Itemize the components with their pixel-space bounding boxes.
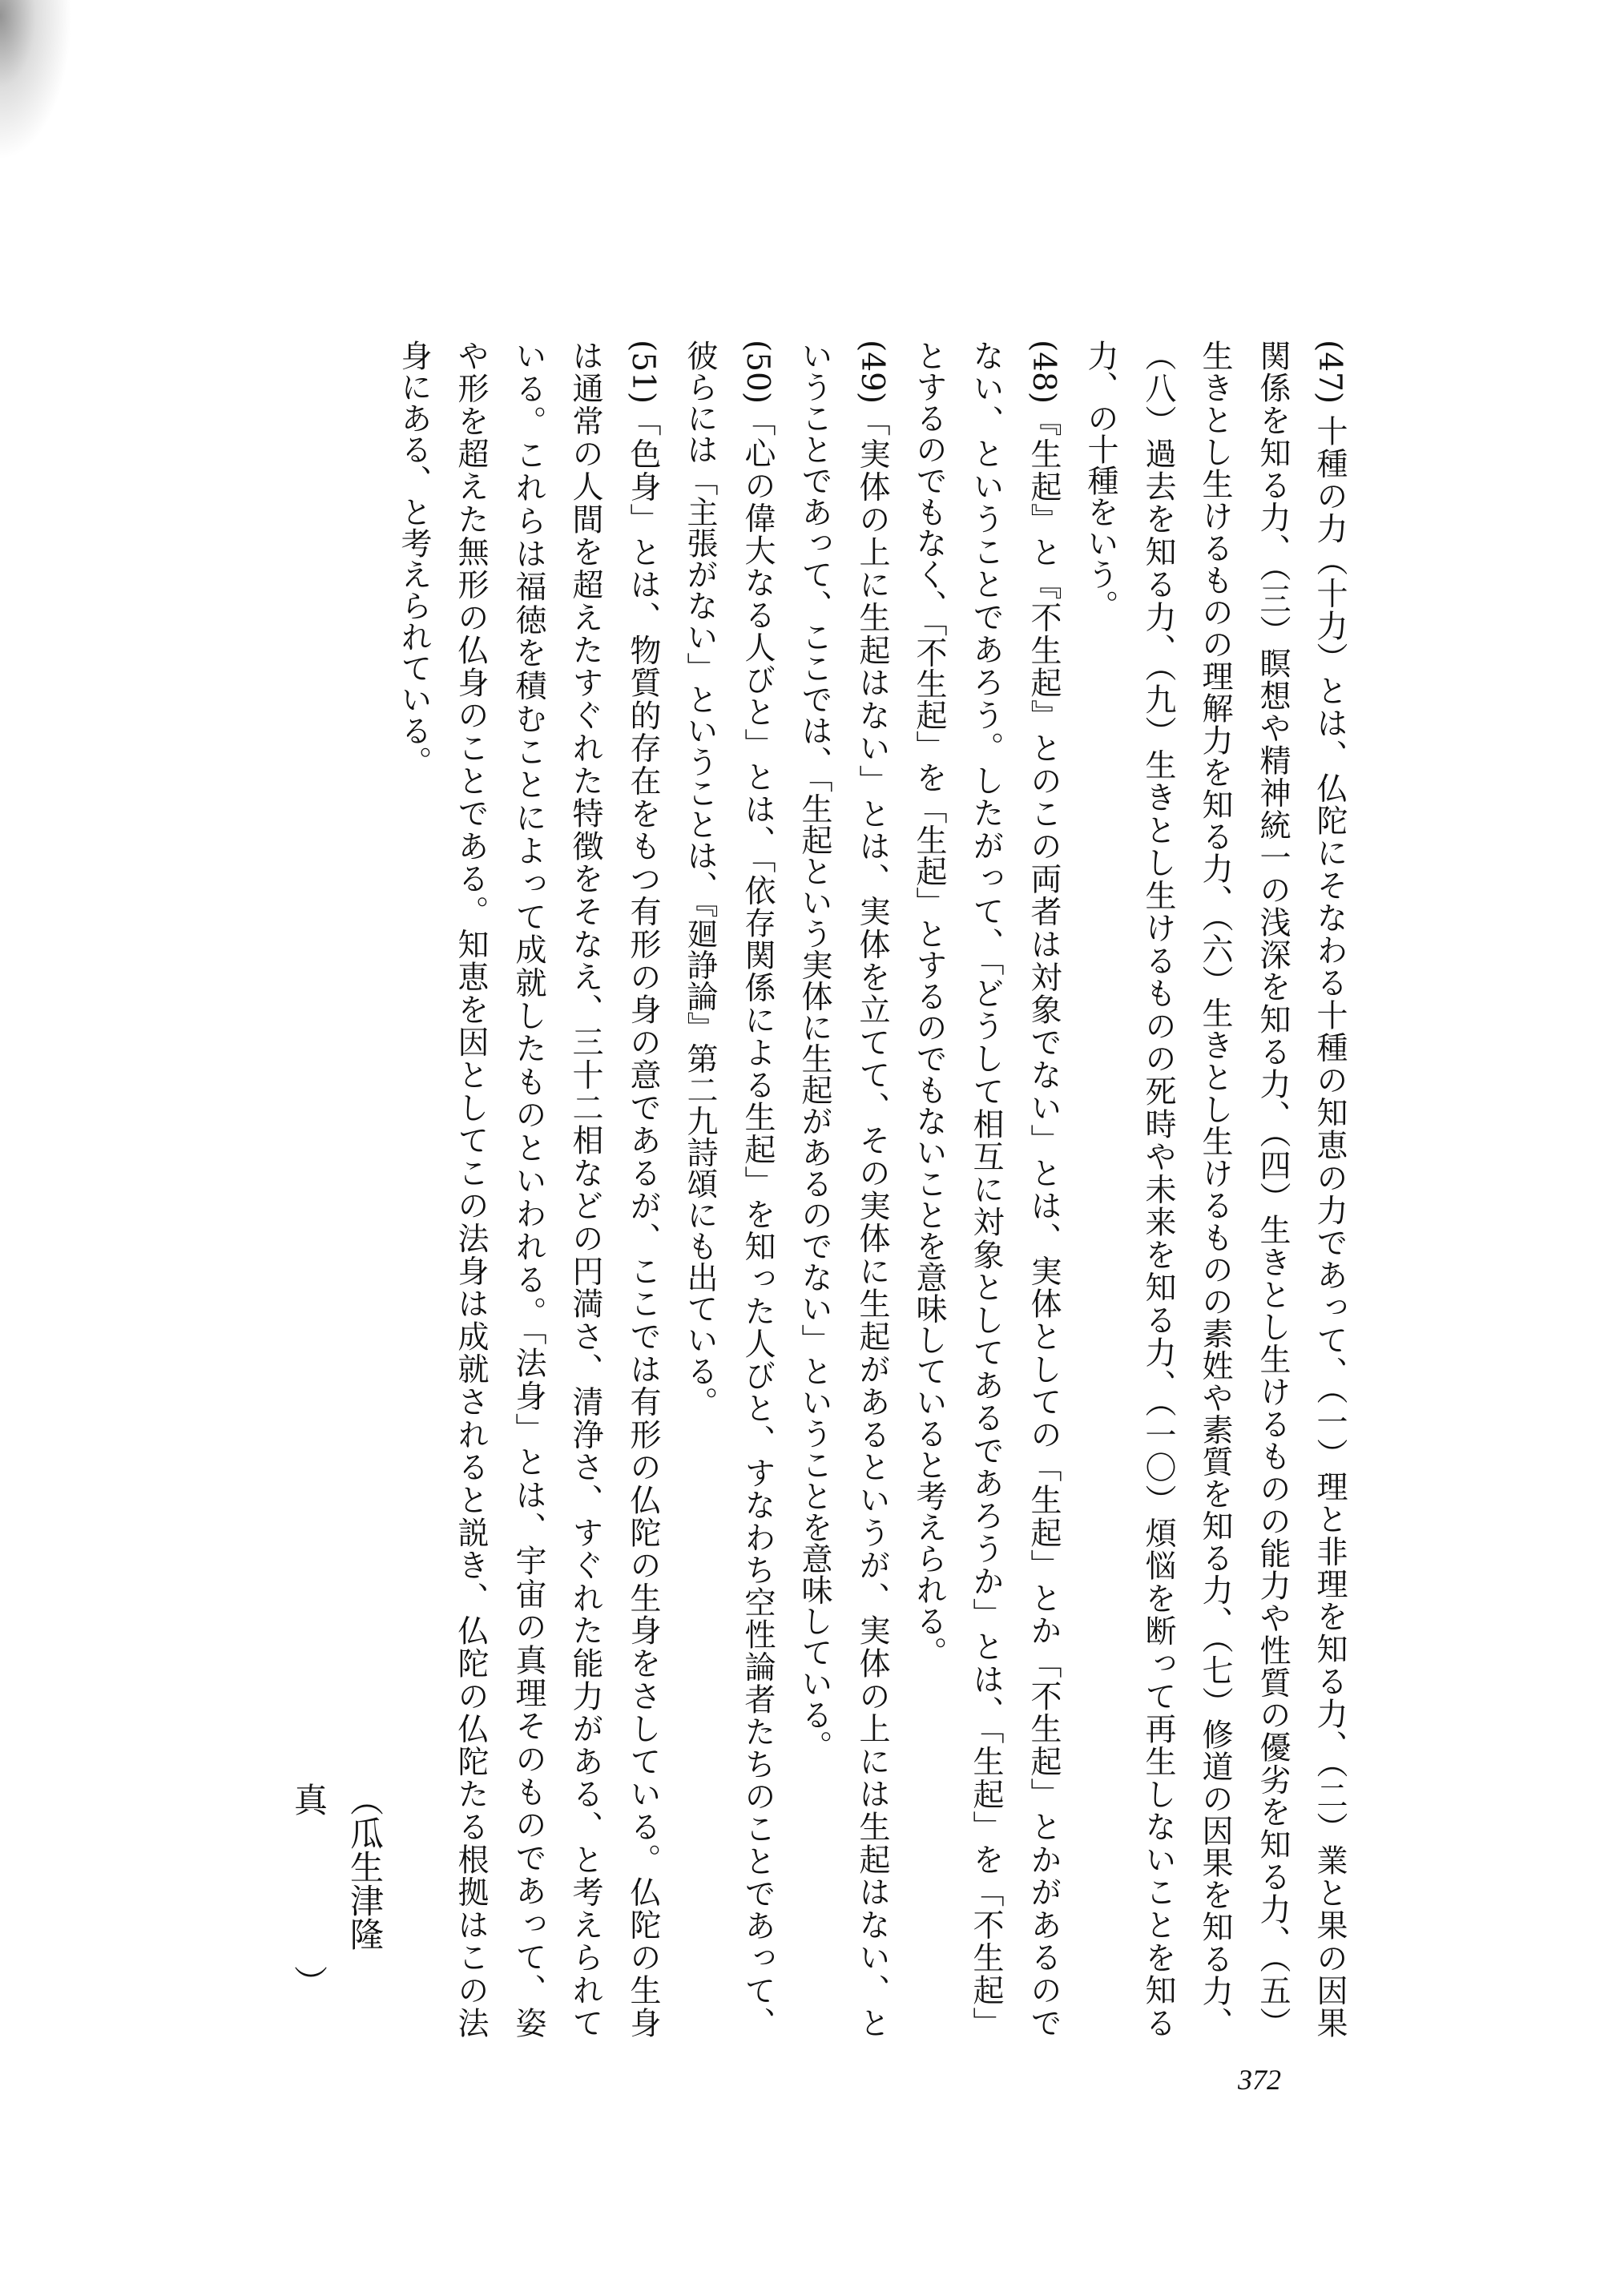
text-column: いる。これらは福徳を積むことによって成就したものといわれる。「法身」とは、宇宙の真理そのものであって、姿 <box>510 340 546 2039</box>
text-column: や形を超えた無形の仏身のことである。知恵を因としてこの法身は成就されると説き、仏陀の仏陀たる根拠はこの法 <box>453 340 489 2038</box>
text-column: は通常の人間を超えたすぐれた特徴をそなえ、三十二相などの円満さ、清浄さ、すぐれた能力がある、と考えられて <box>567 340 603 2038</box>
text-column: とするのでもなく、「不生起」を「生起」とするのでもないことを意味していると考えられる。 <box>911 340 947 1668</box>
text-column: 彼らには「主張がない」ということは、『廻諍論』第二九詩頌にも出ている。 <box>682 340 718 1418</box>
text-column: (50)「心の偉大なる人びと」とは、「依存関係による生起」を知った人びと、すなわち空性論者たちのことであって、 <box>739 340 776 2038</box>
text-column: （八）過去を知る力、（九）生きとし生けるものの死時や未来を知る力、（一〇）煩悩を断って再生しないことを知る <box>1140 340 1176 2039</box>
text-column: (48)『生起』と『不生起』とのこの両者は対象でない」とは、実体としての「生起」とか「不生起」とかがあるので <box>1026 340 1062 2038</box>
text-column: 生きとし生けるものの理解力を知る力、（六）生きとし生けるものの素姓や素質を知る力、（七）修道の因果を知る力、 <box>1197 340 1233 2038</box>
author-signature: （瓜生津隆真） <box>289 1782 385 1999</box>
text-column: (49)「実体の上に生起はない」とは、実体を立てて、その実体に生起があるというが、実体の上には生起はない、と <box>854 340 890 2038</box>
text-column: 身にある、と考えられている。 <box>396 340 432 777</box>
text-column: 力、の十種をいう。 <box>1082 340 1118 621</box>
text-column: 関係を知る力、（三）瞑想や精神統一の浅深を知る力、（四）生きとし生けるものの能力や性質の優劣を知る力、（五） <box>1255 340 1291 2038</box>
page-number: 372 <box>1238 2064 1281 2096</box>
text-column: (51)「色身」とは、物質的存在をもつ有形の身の意であるが、ここでは有形の仏陀の生身をさしている。仏陀の生身 <box>625 340 661 2038</box>
text-column: ない、ということであろう。したがって、「どうして相互に対象としてあるであろうか」とは、「生起」を「不生起」 <box>968 340 1004 2038</box>
text-column: (47) 十種の力（十力）とは、仏陀にそなわる十種の知恵の力であって、（一）理と非理を知る力、（二）業と果の因果 <box>1312 340 1348 2038</box>
scan-artifact <box>0 0 72 160</box>
text-column: いうことであって、ここでは、「生起という実体に生起があるのでない」ということを意味している。 <box>796 340 832 1762</box>
